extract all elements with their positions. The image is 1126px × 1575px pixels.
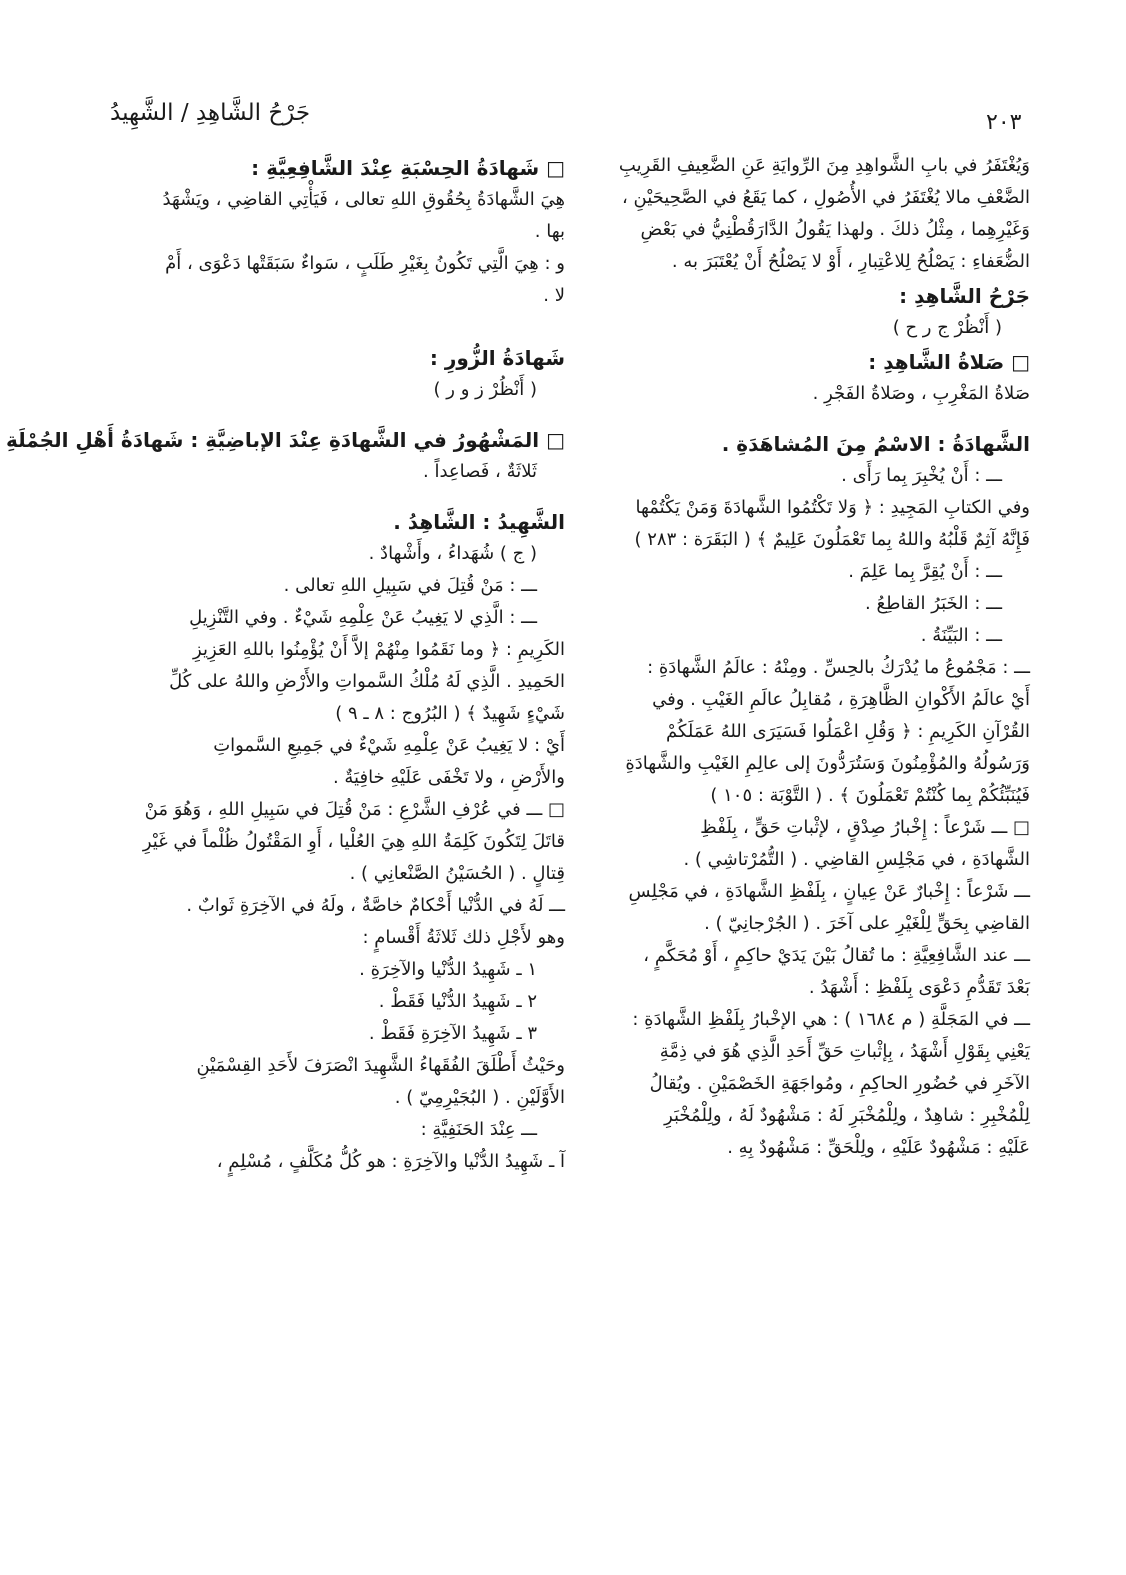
text-line: ـــ عِنْدَ الحَنَفِيَّةِ :: [420, 1119, 537, 1140]
text-line: الضُّعَفاءِ : يَصْلُحُ لِلاعْتِبارِ ، أَوْ لا يَصْلُحُ أَنْ يُعْتَبَرَ به .: [671, 251, 1030, 272]
text-line: ـــ : أَنْ يُخْبِرَ بِما رَأَى .: [841, 465, 1002, 486]
text-line: وهو لأَجْلِ ذلك ثَلاثَةُ أَقْسامٍ :: [362, 927, 565, 948]
text-line: ـــ عند الشَّافِعِيَّةِ : ما تُقالُ بَيْنَ يَدَيْ حاكِمٍ ، أَوْ مُحَكَّمٍ ،: [643, 945, 1030, 966]
text-line: أَيْ : لا يَغِيبُ عَنْ عِلْمِهِ شَيْءٌ في جَمِيعِ السَّمواتِ: [213, 735, 565, 756]
text-line: أَيْ عالَمُ الأَكْوانِ الظَّاهِرَةِ ، مُقابِلُ عالَمِ الغَيْبِ . وفي: [652, 689, 1030, 710]
entry-heading: □ المَشْهُورُ في الشَّهادَةِ عِنْدَ الإباضِيَّةِ : شَهادَةُ أَهْلِ الجُمْلَةِ: [5, 428, 565, 452]
entry-heading: جَرْحُ الشَّاهِدِ :: [899, 284, 1030, 308]
text-line: بها .: [534, 221, 565, 242]
text-line: الشَّهادَةِ ، في مَجْلِسِ القاضِي . ( التُّمُرْتاشِي ) .: [683, 849, 1030, 870]
entry-heading: شَهادَةُ الزُّورِ :: [429, 346, 565, 370]
text-line: الضَّعْفِ مالا يُغْتَفَرُ في الأُصُولِ ، كما يَقَعُ في الصَّحِيحَيْنِ ،: [622, 187, 1030, 208]
text-line: وَغَيْرِهِما ، مِثْلُ ذلكَ . ولهذا يَقُولُ الدَّارَقُطْنِيُّ في بَعْضِ: [640, 219, 1030, 240]
text-line: ٢ ـ شَهِيدُ الدُّنْيا فَقَطْ .: [378, 991, 537, 1012]
text-line: القُرْآنِ الكَرِيمِ : ﴿ وَقُلِ اعْمَلُوا فَسَيَرَى اللهُ عَمَلَكُمْ: [665, 721, 1030, 742]
text-line: الكَرِيمِ : ﴿ وما نَقَمُوا مِنْهُمْ إلاَّ أَنْ يُؤْمِنُوا باللهِ العَزِيزِ: [193, 639, 565, 660]
text-line: ـــ : مَجْمُوعُ ما يُدْرَكُ بالحِسِّ . ومِنْهُ : عالَمُ الشَّهادَةِ :: [647, 657, 1030, 678]
text-line: قِتالٍ . ( الحُسَيْنُ الصَّنْعانِي ) .: [349, 863, 565, 884]
text-line: ـــ : أَنْ يُقِرَّ بِما عَلِمَ .: [848, 561, 1002, 582]
text-line: ـــ : الخَبَرُ القاطِعُ .: [865, 593, 1002, 614]
text-line: و : هِيَ الَّتِي تَكُونُ بِغَيْرِ طَلَبٍ ، سَواءٌ سَبَقَتْها دَعْوَى ، أَمْ: [165, 253, 565, 274]
text-line: ـــ شَرْعاً : إِخْبارٌ عَنْ عِيانٍ ، بِلَفْظِ الشَّهادَةِ ، في مَجْلِسِ: [628, 881, 1030, 902]
text-line: ـــ : مَنْ قُتِلَ في سَبِيلِ اللهِ تعالى .: [283, 575, 537, 596]
left-column: [5, 150, 565, 1178]
entry-heading: □ شَهادَةُ الحِسْبَةِ عِنْدَ الشَّافِعِيَّةِ :: [251, 156, 565, 180]
text-line: شَيْءٍ شَهِيدٌ ﴾ ( البُرُوج : ٨ ـ ٩ ): [335, 703, 565, 724]
text-line: صَلاةُ المَغْرِبِ ، وصَلاةُ الفَجْرِ .: [812, 383, 1030, 404]
text-line: □ ـــ في عُرْفِ الشَّرْعِ : مَنْ قُتِلَ في سَبِيلِ اللهِ ، وَهُوَ مَنْ: [144, 799, 565, 820]
text-line: ١ ـ شَهِيدُ الدُّنْيا والآخِرَةِ .: [359, 959, 537, 980]
text-line: لا .: [543, 285, 565, 306]
text-line: ثَلاثَةٌ ، فَصاعِداً .: [423, 461, 537, 482]
text-line: بَعْدَ تَقَدُّمِ دَعْوَى بِلَفْظِ : أَشْهَدُ .: [808, 977, 1030, 998]
text-line: ـــ : الَّذِي لا يَغِيبُ عَنْ عِلْمِهِ شَيْءٌ . وفي التَّنْزِيلِ: [189, 607, 537, 628]
text-line: والأَرْضِ ، ولا تَخْفَى عَلَيْهِ خافِيَةٌ .: [332, 767, 565, 788]
entry-heading: □ صَلاةُ الشَّاهِدِ :: [868, 350, 1030, 374]
text-line: ( أَنْظُرْ ز و ر ): [433, 379, 537, 400]
text-line: فَإِنَّهُ آثِمٌ قَلْبُهُ واللهُ بِما تَعْمَلُونَ عَلِيمٌ ﴾ ( البَقَرَة : ٢٨٣ ): [634, 529, 1030, 550]
text-line: يَعْنِي بِقَوْلِ أَشْهَدُ ، بِإثْباتِ حَقِّ أَحَدِ الَّذِي هُوَ في ذِمَّةِ: [659, 1041, 1030, 1062]
running-head: جَرْحُ الشَّاهِدِ / الشَّهِيدُ: [110, 100, 311, 126]
page-number: ٢٠٣: [986, 110, 1022, 135]
text-line: الحَمِيدِ . الَّذِي لَهُ مُلْكُ السَّمواتِ والأَرْضِ واللهُ على كُلِّ: [169, 671, 565, 692]
text-line: لِلْمُخْبِرِ : شاهِدٌ ، ولِلْمُخْبَرِ لَهُ : مَشْهُودٌ لَهُ ، ولِلْمُخْبَرِ: [664, 1105, 1030, 1126]
text-line: آ ـ شَهِيدُ الدُّنْيا والآخِرَةِ : هو كُلُّ مُكَلَّفٍ ، مُسْلِمٍ ،: [216, 1151, 565, 1172]
text-line: وحَيْثُ أَطْلَقَ الفُقَهاءُ الشَّهِيدَ انْصَرَفَ لأَحَدِ القِسْمَيْنِ: [196, 1055, 565, 1076]
text-line: ـــ : البَيِّنَةُ .: [920, 625, 1002, 646]
text-line: وَرَسُولُهُ والمُؤْمِنُونَ وَسَتُرَدُّونَ إلى عالِمِ الغَيْبِ والشَّهادَةِ: [625, 753, 1030, 774]
text-line: وَيُغْتَفَرُ في بابِ الشَّواهِدِ مِنَ الرِّوايَةِ عَنِ الضَّعِيفِ القَرِيبِ: [618, 155, 1030, 176]
text-line: القاضِي بِحَقٍّ لِلْغَيْرِ على آخَرَ . ( الجُرْجانِيّ ) .: [704, 913, 1030, 934]
text-line: ـــ لَهُ في الدُّنْيا أَحْكامٌ خاصَّةٌ ، ولَهُ في الآخِرَةِ ثَوابٌ .: [186, 895, 565, 916]
text-line: ٣ ـ شَهِيدُ الآخِرَةِ فَقَطْ .: [368, 1023, 537, 1044]
text-line: ( أَنْظُرْ ج ر ح ): [892, 317, 1002, 338]
text-line: الآخَرِ في حُضُورِ الحاكِمِ ، ومُواجَهَةِ الخَصْمَيْنِ . ويُقالُ: [649, 1073, 1030, 1094]
entry-heading: الشَّهِيدُ : الشَّاهِدُ .: [393, 510, 565, 534]
text-line: □ ـــ شَرْعاً : إِخْبارُ صِدْقٍ ، لإثْباتِ حَقٍّ ، بِلَفْظِ: [700, 817, 1030, 838]
text-line: وفي الكتابِ المَجِيدِ : ﴿ وَلا تَكْتُمُوا الشَّهادَةَ وَمَنْ يَكْتُمْها: [635, 497, 1030, 518]
entry-heading: الشَّهادَةُ : الاسْمُ مِنَ المُشاهَدَةِ .: [721, 432, 1030, 456]
text-line: فَيُنَبِّئُكُمْ بِما كُنْتُمْ تَعْمَلُونَ ﴾ . ( التَّوْبَة : ١٠٥ ): [710, 785, 1030, 806]
text-line: ( ج ) شُهَداءُ ، وأَشْهادٌ .: [368, 543, 537, 564]
right-column: [612, 150, 1030, 1164]
text-line: الأَوَّلَيْنِ . ( البُجَيْرِمِيّ ) .: [394, 1087, 565, 1108]
text-line: عَلَيْهِ : مَشْهُودٌ عَلَيْهِ ، ولِلْحَقِّ : مَشْهُودٌ بِهِ .: [727, 1137, 1030, 1158]
text-line: قاتَلَ لِتَكُونَ كَلِمَةُ اللهِ هِيَ العُلْيا ، أَوِ المَقْتُولُ ظُلْماً في غَيْرِ: [142, 831, 565, 852]
text-line: ـــ في المَجَلَّةِ ( م ١٦٨٤ ) : هي الإخْبارُ بِلَفْظِ الشَّهادَةِ :: [632, 1009, 1030, 1030]
text-line: هِيَ الشَّهادَةُ بِحُقُوقِ اللهِ تعالى ، فَيَأْتِي القاضِي ، ويَشْهَدُ: [162, 189, 565, 210]
